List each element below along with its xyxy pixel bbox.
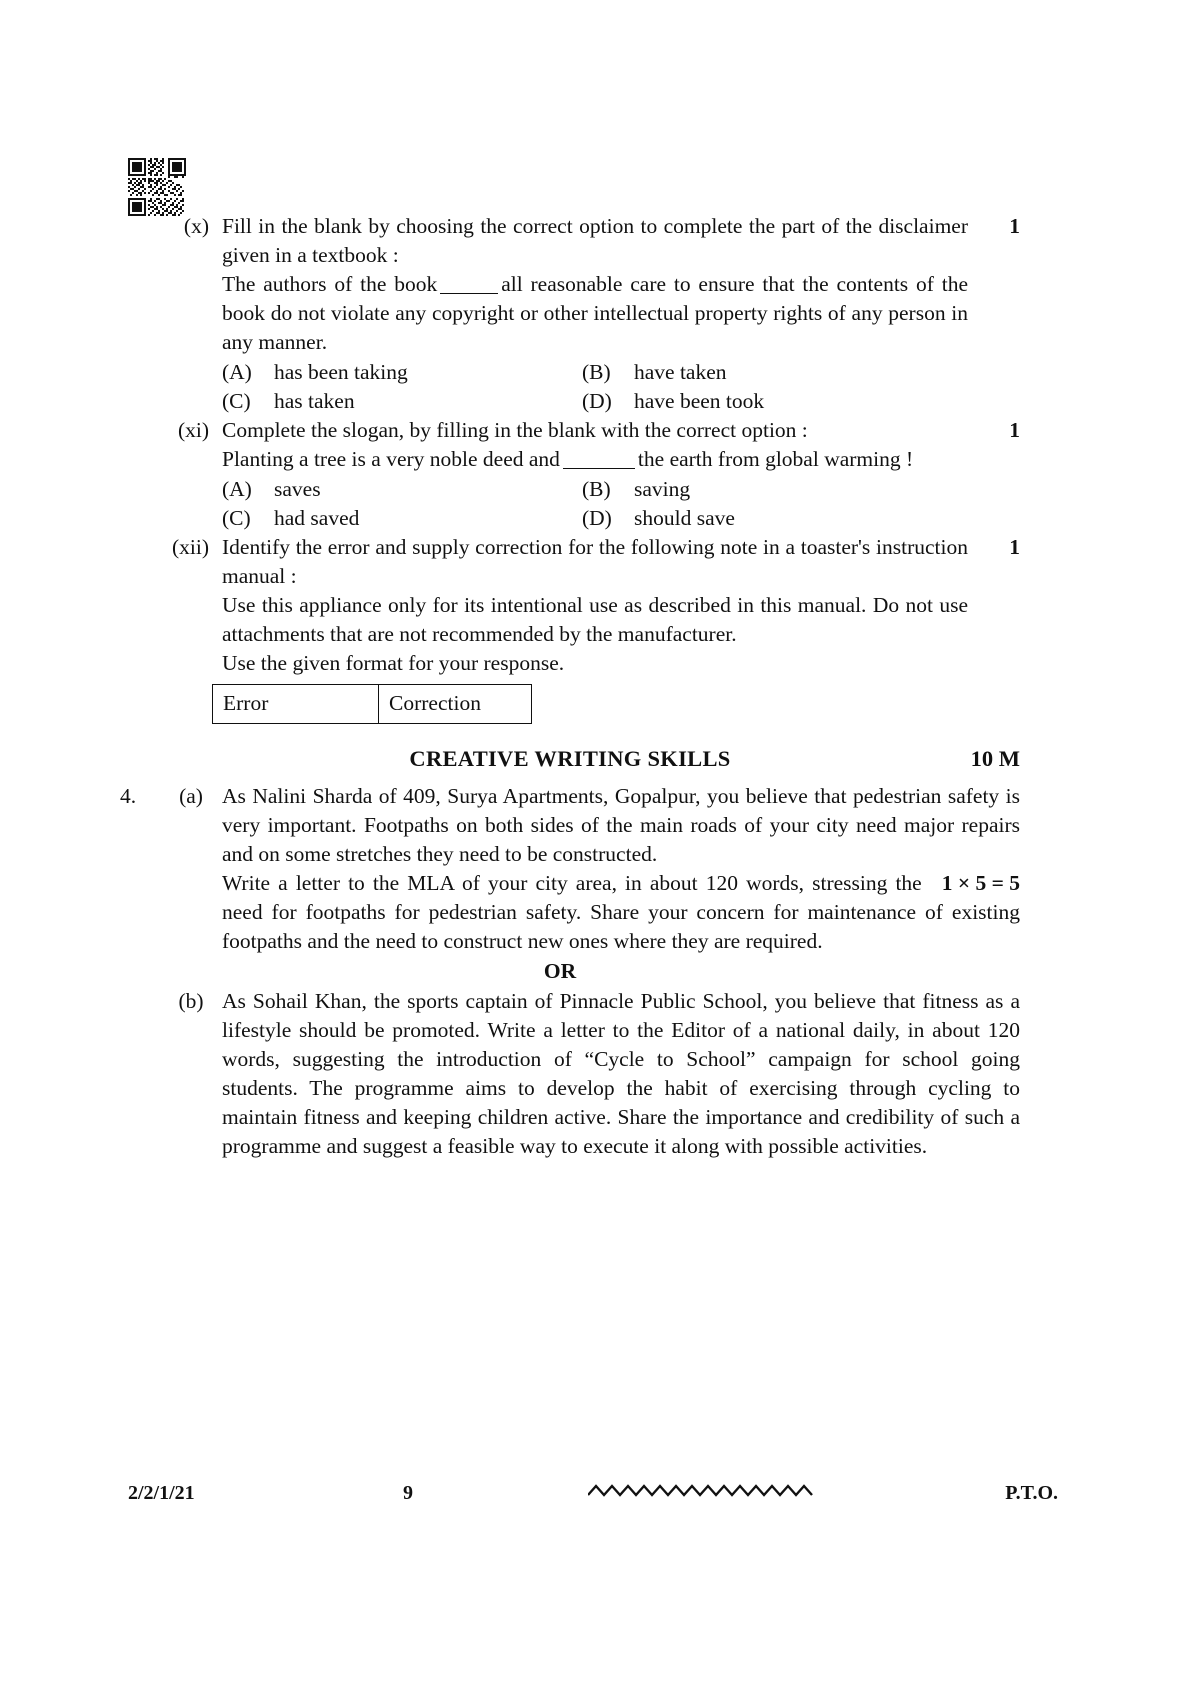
question-prompt: Identify the error and supply correction for the following note in a toaster's instruction manual : bbox=[222, 535, 968, 588]
question-x-options bbox=[160, 358, 1020, 416]
option-row bbox=[222, 358, 968, 387]
option-tag: (B) bbox=[582, 360, 611, 384]
table-header-error: Error bbox=[213, 685, 379, 724]
option-tag: (C) bbox=[222, 506, 251, 530]
question-marks: 1 bbox=[1009, 535, 1020, 559]
question-prompt: Fill in the blank by choosing the correct option to complete the part of the disclaimer given in a textbook : bbox=[222, 214, 968, 267]
part-paragraph bbox=[222, 869, 1020, 956]
part-label: (a) bbox=[179, 784, 203, 808]
table-header-correction: Correction bbox=[379, 685, 532, 724]
part-paragraph-text: Write a letter to the MLA of your city area, in about 120 words, stressing the need for footpaths for pedestrian safety. Share your concern for maintenance of existing footpaths and the need to construct new ones where they are required. bbox=[222, 871, 1020, 953]
question-xi-options bbox=[160, 475, 1020, 533]
option-text: has taken bbox=[274, 389, 355, 413]
option-text: should save bbox=[634, 506, 735, 530]
part-label: (b) bbox=[178, 989, 204, 1013]
table-row bbox=[213, 685, 532, 724]
question-stem bbox=[222, 270, 968, 357]
option-text: saves bbox=[274, 477, 321, 501]
option-a[interactable] bbox=[222, 475, 582, 504]
manual-note: Use this appliance only for its intentional use as described in this manual. Do not use attachments that are not recommended by the manufacturer. bbox=[222, 593, 968, 646]
question-content bbox=[120, 212, 1020, 1161]
squiggle-divider-icon bbox=[488, 1482, 918, 1505]
section-heading bbox=[160, 746, 1020, 776]
option-text: saving bbox=[634, 477, 691, 501]
option-row bbox=[222, 504, 968, 533]
option-c[interactable] bbox=[222, 504, 582, 533]
option-row bbox=[222, 387, 968, 416]
format-instruction: Use the given format for your response. bbox=[222, 651, 565, 675]
question-xii-note bbox=[160, 591, 1020, 678]
question-stem bbox=[222, 445, 968, 474]
option-d[interactable] bbox=[582, 387, 942, 416]
option-b[interactable] bbox=[582, 358, 942, 387]
error-correction-table bbox=[212, 684, 532, 724]
option-text: have taken bbox=[634, 360, 727, 384]
question-4a bbox=[120, 782, 1020, 956]
part-marks: 1 × 5 = 5 bbox=[941, 871, 1020, 895]
or-separator: OR bbox=[543, 959, 577, 983]
question-marks: 1 bbox=[1009, 214, 1020, 238]
question-item-xi bbox=[160, 416, 1020, 445]
fill-blank bbox=[563, 468, 635, 469]
stem-post: the earth from global warming ! bbox=[637, 447, 914, 471]
question-number: 4. bbox=[120, 784, 137, 808]
page-number: 9 bbox=[403, 1482, 413, 1504]
option-tag: (B) bbox=[582, 477, 611, 501]
part-paragraph: As Sohail Khan, the sports captain of Pinnacle Public School, you believe that fitness as a lifestyle should be promoted. Write a letter to the Editor of a national daily, in about 120 words, suggesting the introduction of “Cycle to School” campaign for school going students. The programme aims to develop the habit of exercising through cycling to maintain fitness and keeping children active. Share the importance and credibility of such a programme and suggest a feasible way to execute it along with possible activities. bbox=[222, 989, 1020, 1158]
section-marks: 10 M bbox=[970, 746, 1020, 771]
question-body bbox=[222, 212, 968, 270]
page-footer bbox=[128, 1482, 1058, 1505]
option-d[interactable] bbox=[582, 504, 942, 533]
question-marks: 1 bbox=[1009, 418, 1020, 442]
stem-pre: The authors of the book bbox=[222, 272, 438, 296]
question-item-x bbox=[160, 212, 1020, 270]
part-paragraph: As Nalini Sharda of 409, Surya Apartments, Gopalpur, you believe that pedestrian safety is very important. Footpaths on both sides of the main roads of your city need major repairs and on some stretches they need to be constructed. bbox=[222, 784, 1020, 866]
question-prompt: Complete the slogan, by filling in the blank with the correct option : bbox=[222, 418, 808, 442]
fill-blank bbox=[440, 293, 498, 294]
option-text: had saved bbox=[274, 506, 360, 530]
question-x-stem bbox=[160, 270, 1020, 357]
question-label: (x) bbox=[183, 214, 209, 238]
question-label: (xii) bbox=[171, 535, 209, 559]
option-a[interactable] bbox=[222, 358, 582, 387]
qr-code-icon bbox=[128, 158, 186, 216]
option-b[interactable] bbox=[582, 475, 942, 504]
option-tag: (A) bbox=[222, 477, 252, 501]
option-row bbox=[222, 475, 968, 504]
stem-post: all reasonable care to ensure that the contents of the book do not violate any copyright or other intellectual property rights of any person in any manner. bbox=[222, 272, 968, 354]
paper-code: 2/2/1/21 bbox=[128, 1482, 195, 1504]
question-item-xii bbox=[160, 533, 1020, 591]
option-tag: (D) bbox=[582, 389, 612, 413]
option-c[interactable] bbox=[222, 387, 582, 416]
question-4b bbox=[160, 987, 1020, 1161]
section-title: CREATIVE WRITING SKILLS bbox=[409, 746, 731, 771]
option-tag: (D) bbox=[582, 506, 612, 530]
option-text: has been taking bbox=[274, 360, 408, 384]
option-tag: (C) bbox=[222, 389, 251, 413]
option-tag: (A) bbox=[222, 360, 252, 384]
option-text: have been took bbox=[634, 389, 765, 413]
question-label: (xi) bbox=[177, 418, 209, 442]
question-xi-stem bbox=[160, 445, 1020, 474]
pto-label: P.T.O. bbox=[1005, 1482, 1058, 1504]
stem-pre: Planting a tree is a very noble deed and bbox=[222, 447, 560, 471]
